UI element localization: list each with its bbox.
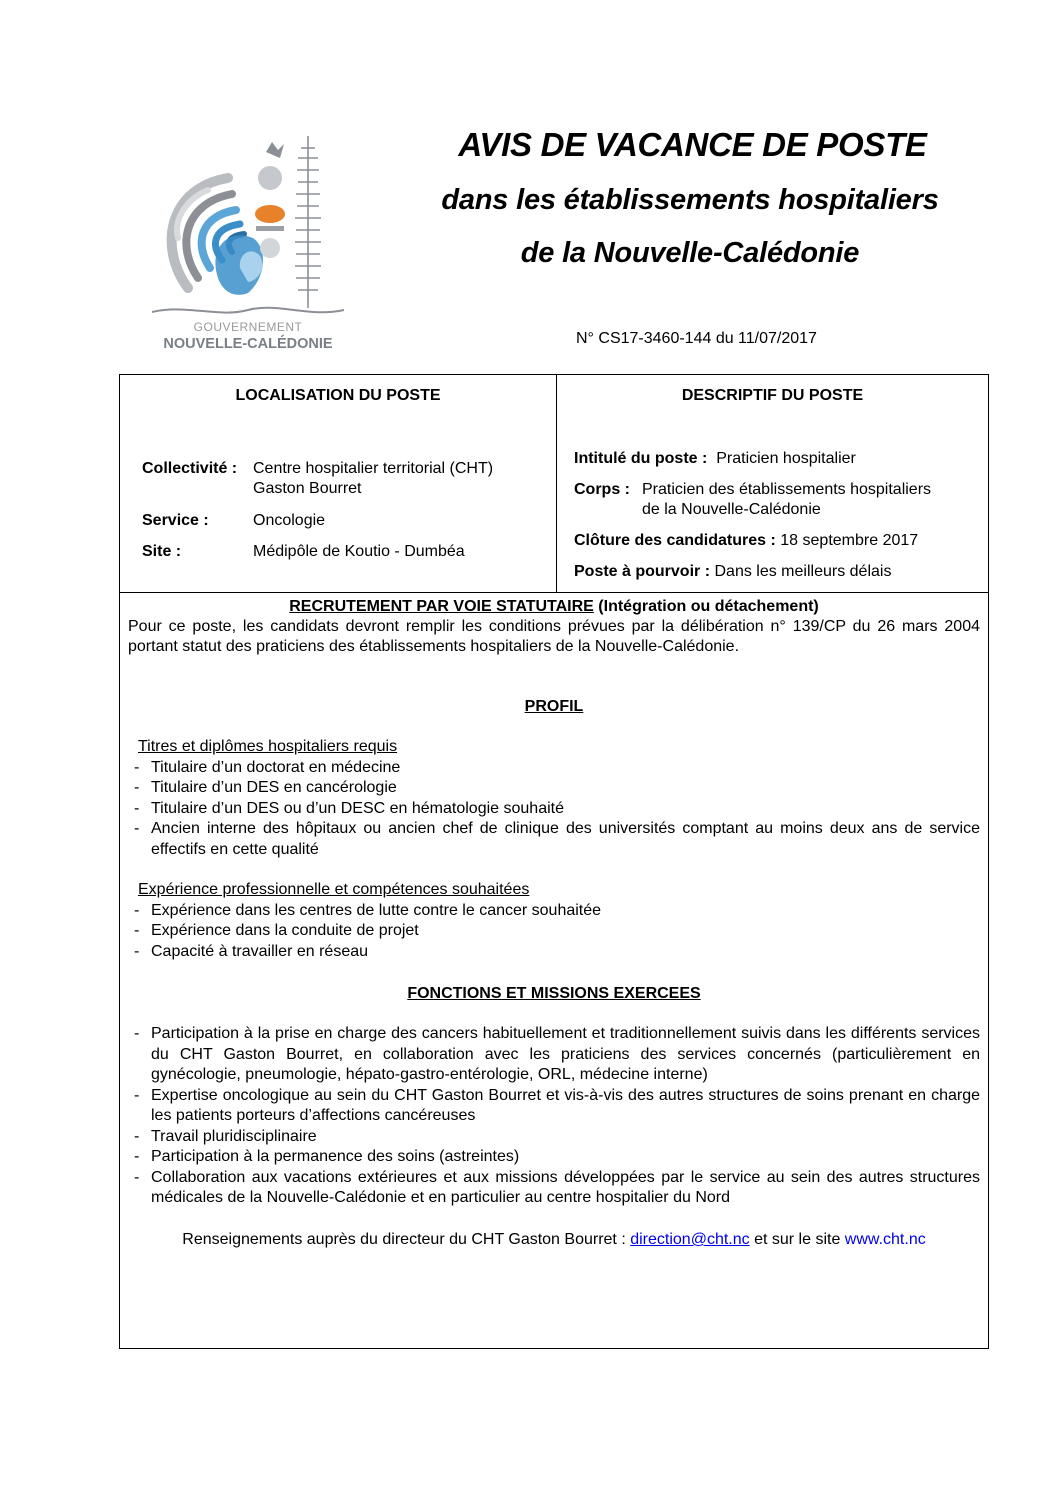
recrutement-heading: RECRUTEMENT PAR VOIE STATUTAIRE (Intégration ou détachement) xyxy=(289,598,819,615)
localisation-column xyxy=(120,375,557,592)
logo-text-gouvernement: GOUVERNEMENT xyxy=(193,320,303,334)
fonctions-heading: FONCTIONS ET MISSIONS EXERCEES xyxy=(407,985,701,1002)
document-subtitle-line2: de la Nouvelle-Calédonie xyxy=(520,237,860,269)
contact-line: Renseignements auprès du directeur du CHT Gaston Bourret : direction@cht.nc et sur le site www.cht.nc xyxy=(182,1231,926,1248)
list-item: - Expérience dans la conduite de projet xyxy=(134,921,980,942)
government-logo xyxy=(148,128,348,358)
list-item: - Expertise oncologique au sein du CHT Gaston Bourret et vis-à-vis des autres structures de soins prenant en charge les patients porteurs d’affections cancéreuses xyxy=(134,1086,980,1127)
document-title-block xyxy=(380,126,1000,270)
document-subtitle-line1: dans les établissements hospitaliers xyxy=(441,184,939,216)
experience-list xyxy=(134,901,980,963)
site-value: Médipôle de Koutio - Dumbéa xyxy=(253,543,465,560)
descriptif-heading: DESCRIPTIF DU POSTE xyxy=(681,387,864,404)
corps-value: Praticien des établissements hospitaliers de la Nouvelle-Calédonie xyxy=(642,481,932,518)
list-item: - Participation à la prise en charge des cancers habituellement et traditionnellement suivis dans les différents services du CHT Gaston Bourret, en collaboration avec les praticiens des services concernés (particulièrement en gynécologie, pneumologie, hépato-gastro-entérologie, ORL, médecine interne) xyxy=(134,1024,980,1086)
list-item: - Participation à la permanence des soins (astreintes) xyxy=(134,1147,980,1168)
email-link[interactable]: direction@cht.nc xyxy=(630,1231,750,1248)
website-link[interactable]: www.cht.nc xyxy=(844,1231,926,1248)
descriptif-column xyxy=(557,375,988,592)
fonctions-list xyxy=(134,1024,980,1209)
titres-heading: Titres et diplômes hospitaliers requis xyxy=(138,738,398,755)
experience-block xyxy=(134,880,980,962)
corps-label: Corps : xyxy=(574,481,630,498)
intitule-field: Intitulé du poste : Praticien hospitalier xyxy=(574,450,856,467)
cloture-field: Clôture des candidatures : 18 septembre 2017 xyxy=(574,532,919,549)
site-label: Site : xyxy=(142,543,182,560)
service-label: Service : xyxy=(142,512,209,529)
summary-row xyxy=(120,375,988,593)
recrutement-text: Pour ce poste, les candidats devront remplir les conditions prévues par la délibération n° 139/CP du 26 mars 2004 portant statut des praticiens des établissements hospitaliers de la Nouvelle-Calédonie. xyxy=(128,618,980,655)
nautilus-emblem-icon xyxy=(148,128,348,318)
list-item: - Travail pluridisciplinaire xyxy=(134,1127,980,1148)
reference-number: N° CS17-3460-144 du 11/07/2017 xyxy=(576,330,817,347)
titres-block xyxy=(134,737,980,860)
poste-field: Poste à pourvoir : Dans les meilleurs délais xyxy=(574,563,892,580)
logo-text-nouvelle-caledonie: NOUVELLE-CALÉDONIE xyxy=(163,336,333,352)
collectivite-label: Collectivité : xyxy=(142,460,238,477)
list-item: - Titulaire d’un DES ou d’un DESC en hématologie souhaité xyxy=(134,799,980,820)
experience-heading: Expérience professionnelle et compétences souhaitées xyxy=(138,881,530,898)
list-item: - Titulaire d’un DES en cancérologie xyxy=(134,778,980,799)
list-item: - Expérience dans les centres de lutte contre le cancer souhaitée xyxy=(134,901,980,922)
list-item: - Collaboration aux vacations extérieures et aux missions développées par le service au sein des autres structures médicales de la Nouvelle-Calédonie et en particulier au centre hospitalier du Nord xyxy=(134,1168,980,1209)
list-item: - Capacité à travailler en réseau xyxy=(134,942,980,963)
titres-list xyxy=(134,758,980,861)
profil-heading: PROFIL xyxy=(524,698,584,715)
list-item: - Titulaire d’un doctorat en médecine xyxy=(134,758,980,779)
localisation-heading: LOCALISATION DU POSTE xyxy=(235,387,441,404)
fonctions-block xyxy=(134,1024,980,1209)
service-value: Oncologie xyxy=(253,512,326,529)
job-posting-box xyxy=(119,374,989,1349)
document-title: AVIS DE VACANCE DE POSTE xyxy=(458,126,927,163)
collectivite-value: Centre hospitalier territorial (CHT) Gaston Bourret xyxy=(253,460,494,497)
list-item: - Ancien interne des hôpitaux ou ancien chef de clinique des universités comptant au moins deux ans de service effectifs en cette qualité xyxy=(134,819,980,860)
details-section xyxy=(120,593,988,1348)
